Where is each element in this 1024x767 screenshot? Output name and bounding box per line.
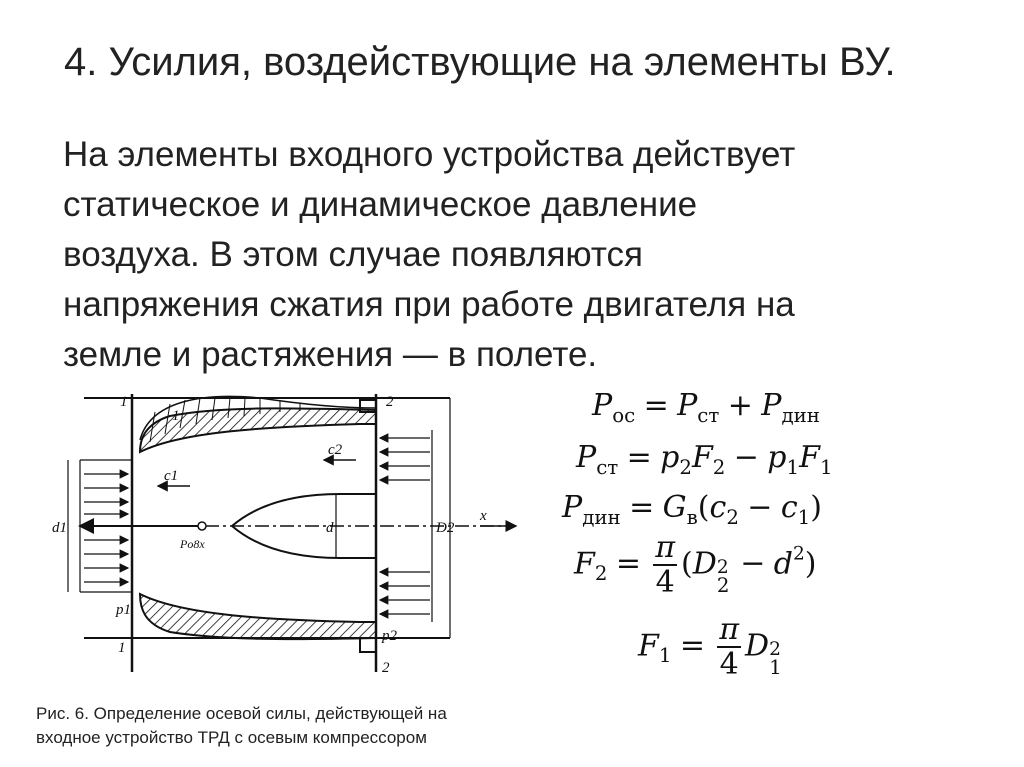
inlet-diagram <box>40 382 520 687</box>
label-D2: D2 <box>436 520 455 536</box>
label-p-vh: Pо8х <box>180 537 205 551</box>
label-section-2-top: 2 <box>386 394 394 410</box>
outlet-flange-bottom <box>360 638 376 652</box>
formula-area-f1: $F_1$ = $\frac{\pi}{4}$ D 2 1 <box>638 612 782 682</box>
label-section-1-top: 1 <box>120 394 128 410</box>
label-p1: p1 <box>116 602 131 618</box>
body-line: земле и растяжения — в полете. <box>63 335 598 374</box>
label-p2: p2 <box>382 628 397 644</box>
body-line: статическое и динамическое давление <box>63 185 698 224</box>
caption-line: Рис. 6. Определение осевой силы, действующей на <box>36 704 447 723</box>
caption-line: входное устройство ТРД с осевым компрессором <box>36 728 427 747</box>
fraction-pi-4: $\frac{\pi}{4}$ <box>717 614 742 681</box>
figure-caption <box>36 702 536 750</box>
label-section-2-bottom: 2 <box>382 660 390 676</box>
label-x: x <box>480 508 487 524</box>
label-c1: c1 <box>164 468 179 484</box>
formula-dynamic-force: $P_{дин} = G_в(c_2 - c_1)$ <box>562 490 822 529</box>
body-line: воздуха. В этом случае появляются <box>63 235 643 274</box>
label-c2: c2 <box>328 442 343 458</box>
label-d1: d1 <box>52 520 67 536</box>
body-line: На элементы входного устройства действует <box>63 135 796 174</box>
body-line: напряжения сжатия при работе двигателя на <box>63 285 795 324</box>
formula-block <box>552 386 1012 706</box>
formula-area-f2: $F_2$ = $\frac{\pi}{4}$ (D 2 2 − $d^2$) <box>574 530 817 600</box>
body-paragraph <box>63 130 963 380</box>
lower-cowl <box>140 594 376 639</box>
label-zone: 1 <box>172 408 180 424</box>
force-point <box>198 522 206 530</box>
formula-static-force: $P_{ст} = p_2F_2 - p_1F_1$ <box>576 440 833 479</box>
slide-title: 4. Усилия, воздействующие на элементы ВУ. <box>64 40 896 84</box>
centre-cone <box>232 494 376 558</box>
fraction-pi-4: $\frac{\pi}{4}$ <box>653 532 678 599</box>
label-section-1-bottom: 1 <box>118 640 126 656</box>
formula-axial-force: $P_{ос} = P_{ст} + P_{дин}$ <box>592 388 820 427</box>
label-d: d <box>326 520 334 536</box>
